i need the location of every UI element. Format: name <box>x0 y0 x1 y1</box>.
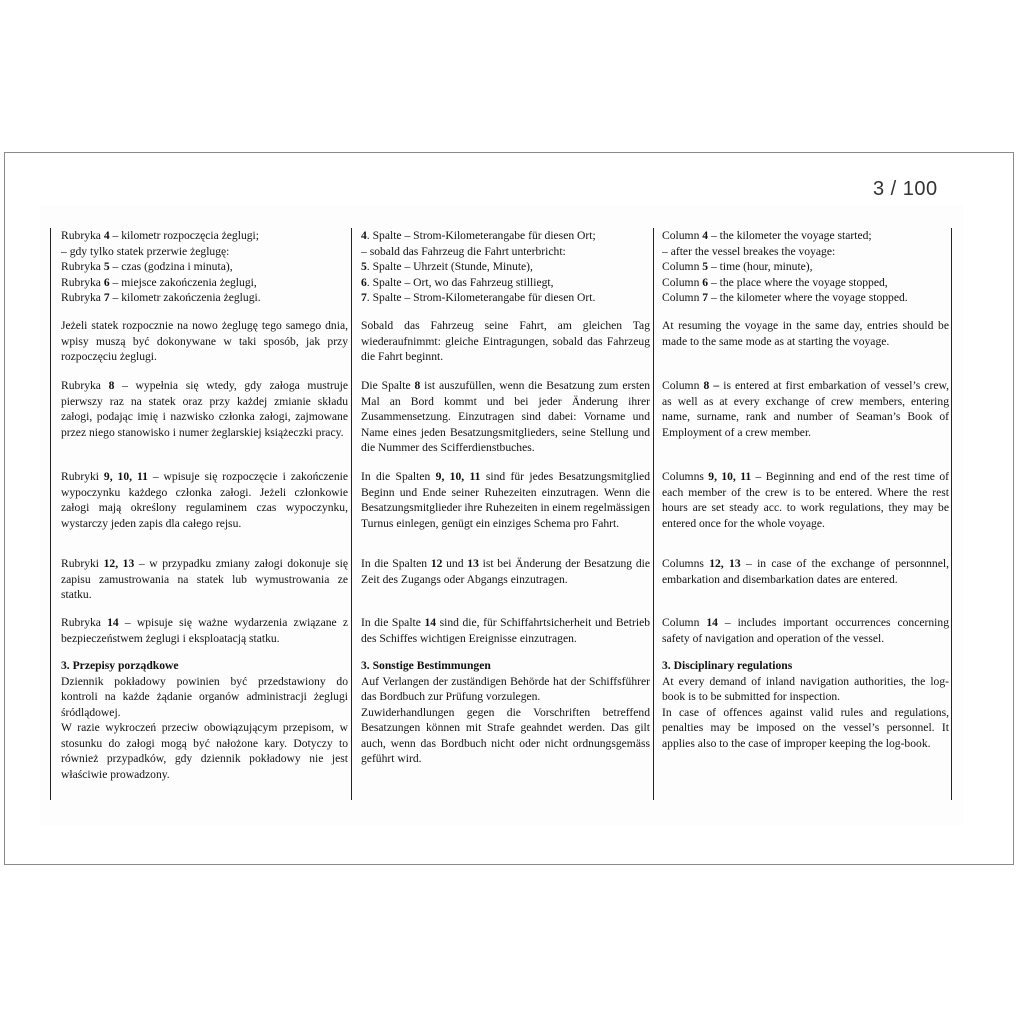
paragraph-resume: Sobald das Fahrzeug seine Fahrt, am gleichen Tag wiederaufnimmt: gleiche Eintragungen, sobald das Fahrzeug die Fahrt beginnt. <box>361 319 650 363</box>
section-columns-4-7 <box>61 228 348 306</box>
text-line: – sobald das Fahrzeug die Fahrt unterbricht: <box>361 244 566 258</box>
text-line: 6. Spalte – Ort, wo das Fahrzeug stilliegt, <box>361 275 554 289</box>
text-line: 5. Spalte – Uhrzeit (Stunde, Minute), <box>361 260 533 273</box>
paragraph: Auf Verlangen der zuständigen Behörde hat der Schiffsführer das Bordbuch zur Prüfung vorzulegen. <box>361 674 650 703</box>
section-columns-4-7 <box>361 228 650 306</box>
column-german <box>352 228 654 800</box>
text-line: Column 5 – time (hour, minute), <box>662 260 813 273</box>
text-line: 4. Spalte – Strom-Kilometerangabe für diesen Ort; <box>361 229 596 242</box>
paragraph-resume: At resuming the voyage in the same day, entries should be made to the same mode as at starting the voyage. <box>662 319 949 348</box>
text-line: 7. Spalte – Strom-Kilometerangabe für diesen Ort. <box>361 291 596 304</box>
paragraph: Zuwiderhandlungen gegen die Vorschriften betreffend Besatzungen können mit Strafe geahndet werden. Das gilt auch, wenn das Bordbuch nicht oder nicht ordnungsgemäss geführt wird. <box>361 705 650 765</box>
paragraph-column-8: Rubryka 8 – wypełnia się wtedy, gdy załoga mustruje pierwszy raz na statek oraz przy każdej zmianie składu załogi, podając imię i nazwisko członka załogi, zajmowane przez niego stanowisko i numer żeglarskiej książeczki pracy. <box>61 379 349 439</box>
text-line: Rubryka 6 – miejsce zakończenia żeglugi, <box>61 275 257 289</box>
text-line: Rubryka 4 – kilometr rozpoczęcia żeglugi; <box>61 229 259 242</box>
text-line: Column 6 – the place where the voyage stopped, <box>662 275 888 289</box>
paragraph-columns-12-13: Columns 12, 13 – in case of the exchange of personnnel, embarkation and disembarkation dates are entered. <box>662 557 949 586</box>
paragraph-resume: Jeżeli statek rozpocznie na nowo żeglugę tego samego dnia, wpisy muszą być dokonywane w taki sposób, jak przy rozpoczęciu żeglugi. <box>61 319 348 363</box>
text-line: Column 4 – the kilometer the voyage started; <box>662 229 872 242</box>
paragraph-column-14: In die Spalte 14 sind die, für Schiffahrtsicherheit und Betrieb des Schiffes wichtigen Ereignisse einzutragen. <box>361 616 651 645</box>
paragraph-columns-12-13: In die Spalten 12 und 13 ist bei Änderung der Besatzung die Zeit des Zugangs oder Abgangs einzutragen. <box>361 557 651 586</box>
section-heading: 3. Sonstige Bestimmungen <box>361 659 491 672</box>
paragraph-columns-9-11: In die Spalten 9, 10, 11 sind für jedes Besatzungsmitglied Beginn und Ende seiner Ruhezeiten einzutragen. Wenn die Besatzungsmitglieder ihre Ruhezeiten in einem regelmässigen Turnus einlegen, genügt ein einziges Schema pro Fahrt. <box>361 470 650 530</box>
paragraph-columns-9-11: Rubryki 9, 10, 11 – wpisuje się rozpoczęcie i zakończenie wypoczynku każdego członka załogi. Jeżeli członkowie załogi mają określony regulaminem czas wypoczynku, wystarczy jeden zapis dla całego rejsu. <box>61 470 348 530</box>
section-regulations <box>662 658 949 751</box>
paragraph-column-8: Column 8 – is entered at first embarkation of vessel’s crew, as well as at every exchange of crew members, entering name, surname, rank and number of Seaman’s Book of Employment of a crew member. <box>662 379 950 439</box>
paragraph-column-14: Rubryka 14 – wpisuje się ważne wydarzenia związane z bezpieczeństwem żeglugi i eksploatacją statku. <box>61 616 348 645</box>
text-line: Rubryka 7 – kilometr zakończenia żeglugi. <box>61 291 261 304</box>
text-line: – after the vessel breakes the voyage: <box>662 244 836 258</box>
paragraph-columns-12-13: Rubryki 12, 13 – w przypadku zmiany załogi dokonuje się zapisu zamustrowania na statek lub wymustrowania ze statku. <box>61 557 349 601</box>
section-regulations <box>61 658 348 782</box>
column-english <box>654 228 952 800</box>
paragraph: W razie wykroczeń przeciw obowiązującym przepisom, w stosunku do załogi mogą być nałożone kary. Dotyczy to również przypadków, gdy dziennik pokładowy nie jest właściwie prowadzony. <box>61 721 348 781</box>
paragraph: In case of offences against valid rules and regulations, penalties may be imposed on the vessel’s personnel. It applies also to the case of improper keeping the log-book. <box>662 705 949 750</box>
section-heading: 3. Przepisy porządkowe <box>61 659 179 672</box>
text-line: Column 7 – the kilometer where the voyage stopped. <box>662 291 908 304</box>
paragraph-column-14: Column 14 – includes important occurrences concerning safety of navigation and operation of the vessel. <box>662 616 949 645</box>
paragraph: Dziennik pokładowy powinien być przedstawiony do kontroli na każde żądanie organów administracji żeglugi śródlądowej. <box>61 674 348 719</box>
page-counter: 3 / 100 <box>873 178 938 200</box>
column-polish <box>50 228 352 800</box>
paragraph-column-8: Die Spalte 8 ist auszufüllen, wenn die Besatzung zum ersten Mal an Bord kommt und bei jeder Änderung ihrer Zusammensetzung. Einzutragen sind dabei: Vorname und Name eines jeden Besatzungsmitglieders, seine Stellung und die Nummer des Scifferdienstbuches. <box>361 379 651 454</box>
paragraph-columns-9-11: Columns 9, 10, 11 – Beginning and end of the rest time of each member of the crew is to be entered. Where the rest hours are set steady acc. to work regulations, they may be entered once for the whole voyage. <box>662 470 949 530</box>
text-line: Rubryka 5 – czas (godzina i minuta), <box>61 260 233 273</box>
text-line: – gdy tylko statek przerwie żeglugę: <box>61 244 230 258</box>
section-regulations <box>361 658 650 767</box>
paragraph: At every demand of inland navigation authorities, the log-book is to be submitted for inspection. <box>662 674 949 703</box>
section-heading: 3. Disciplinary regulations <box>662 659 793 672</box>
section-columns-4-7 <box>662 228 949 306</box>
